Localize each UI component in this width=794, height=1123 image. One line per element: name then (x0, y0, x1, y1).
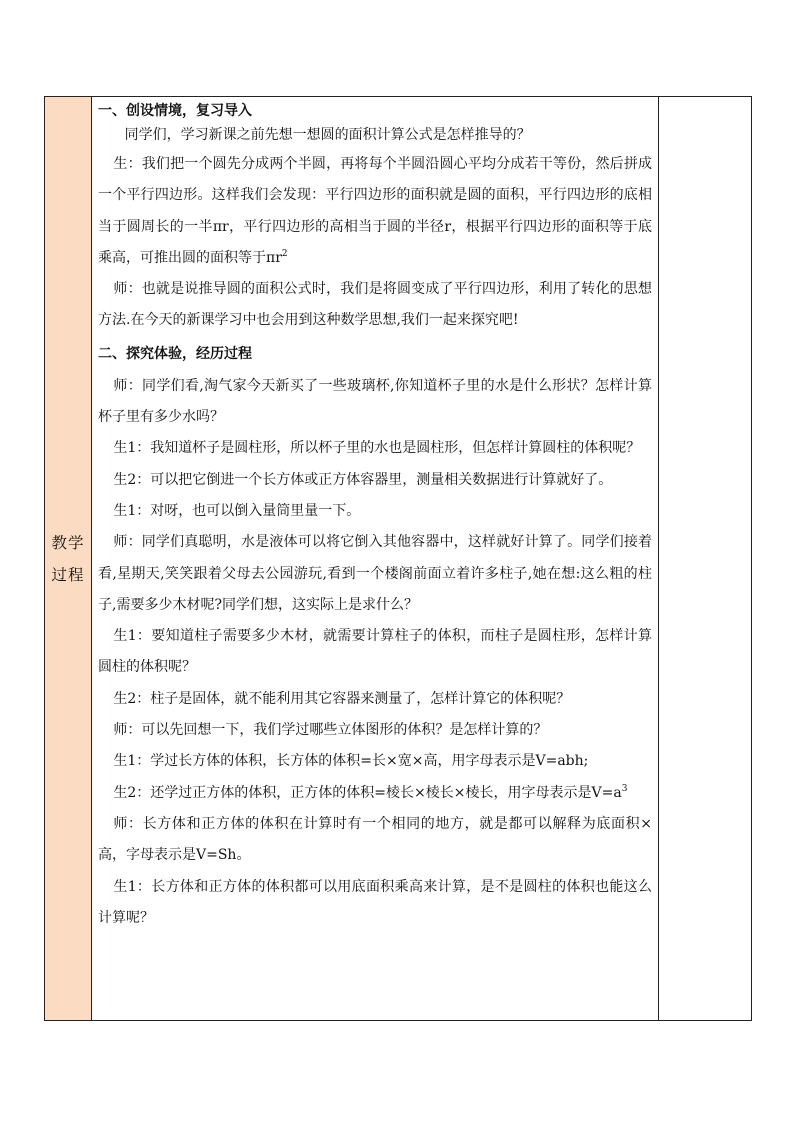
paragraph-text: 生2：还学过正方体的体积，正方体的体积=棱长×棱长×棱长，用字母表示是V=a (113, 784, 622, 801)
notes-cell (659, 97, 752, 1021)
paragraph: 生2：柱子是固体，就不能利用其它容器来测量了，怎样计算它的体积呢？ (113, 690, 571, 707)
row-label-cell (45, 97, 92, 1021)
paragraph: 师：也就是说推导圆的面积公式时，我们是将圆变成了平行四边形，利用了转化的思想方法.在今天的新课学习中也会用到这种数学思想,我们一起来探究吧! (98, 281, 652, 329)
superscript: 2 (281, 248, 288, 259)
paragraph: 生1：对呀，也可以倒入量筒里量一下。 (113, 502, 361, 519)
paragraph (98, 149, 652, 274)
section-heading-1: 一、创设情境，复习导入 (98, 103, 252, 119)
paragraph: 师：长方体和正方体的体积在计算时有一个相同的地方，就是都可以解释为底面积×高，字母表示是V=Sh。 (98, 815, 652, 864)
paragraph (98, 778, 652, 809)
paragraph: 同学们，学习新课之前先想一想圆的面积计算公式是怎样推导的？ (124, 127, 531, 143)
paragraph: 生1：学过长方体的体积，长方体的体积=长×宽×高，用字母表示是V=abh; (113, 753, 589, 770)
row-label-line-2: 过程 (51, 565, 85, 584)
lesson-plan-table (44, 96, 752, 1021)
paragraph: 师：同学们真聪明，水是液体可以将它倒入其他容器中，这样就好计算了。同学们接着看,星期天,笑笑跟着父母去公园游玩,看到一个楼阁前面立着许多柱子,她在想:这么粗的柱子,需要多少木材呢?同学们想，这实际上是求什么？ (98, 534, 652, 613)
section-heading-2: 二、探究体验，经历过程 (98, 345, 252, 362)
paragraph: 师：同学们看,淘气家今天新买了一些玻璃杯,你知道杯子里的水是什么形状？怎样计算杯子里有多少水吗？ (98, 377, 652, 426)
lesson-content (92, 97, 658, 938)
superscript: 3 (621, 783, 628, 794)
paragraph: 生2：可以把它倒进一个长方体或正方体容器里，测量相关数据进行计算就好了。 (113, 471, 613, 488)
teaching-process-row (45, 97, 752, 1021)
paragraph-text: 生：我们把一个圆先分成两个半圆，再将每个半圆沿圆心平均分成若干等份，然后拼成一个平行四边形。这样我们会发现：平行四边形的面积就是圆的面积，平行四边形的底相当于圆周长的一半πr，平行四边形的高相当于圆的半径r，根据平行四边形的面积等于底乘高，可推出圆的面积等于πr (98, 156, 652, 266)
paragraph: 生1：要知道柱子需要多少木材，就需要计算柱子的体积，而柱子是圆柱形，怎样计算圆柱的体积呢？ (98, 628, 652, 676)
paragraph: 师：可以先回想一下，我们学过哪些立体图形的体积？是怎样计算的？ (113, 722, 548, 739)
paragraph: 生1：我知道杯子是圆柱形，所以杯子里的水也是圆柱形，但怎样计算圆柱的体积呢？ (113, 440, 641, 457)
row-label-line-1: 教学 (51, 533, 85, 552)
content-cell (92, 97, 659, 1021)
paragraph: 生1：长方体和正方体的体积都可以用底面积乘高来计算，是不是圆柱的体积也能这么计算呢？ (98, 878, 652, 926)
